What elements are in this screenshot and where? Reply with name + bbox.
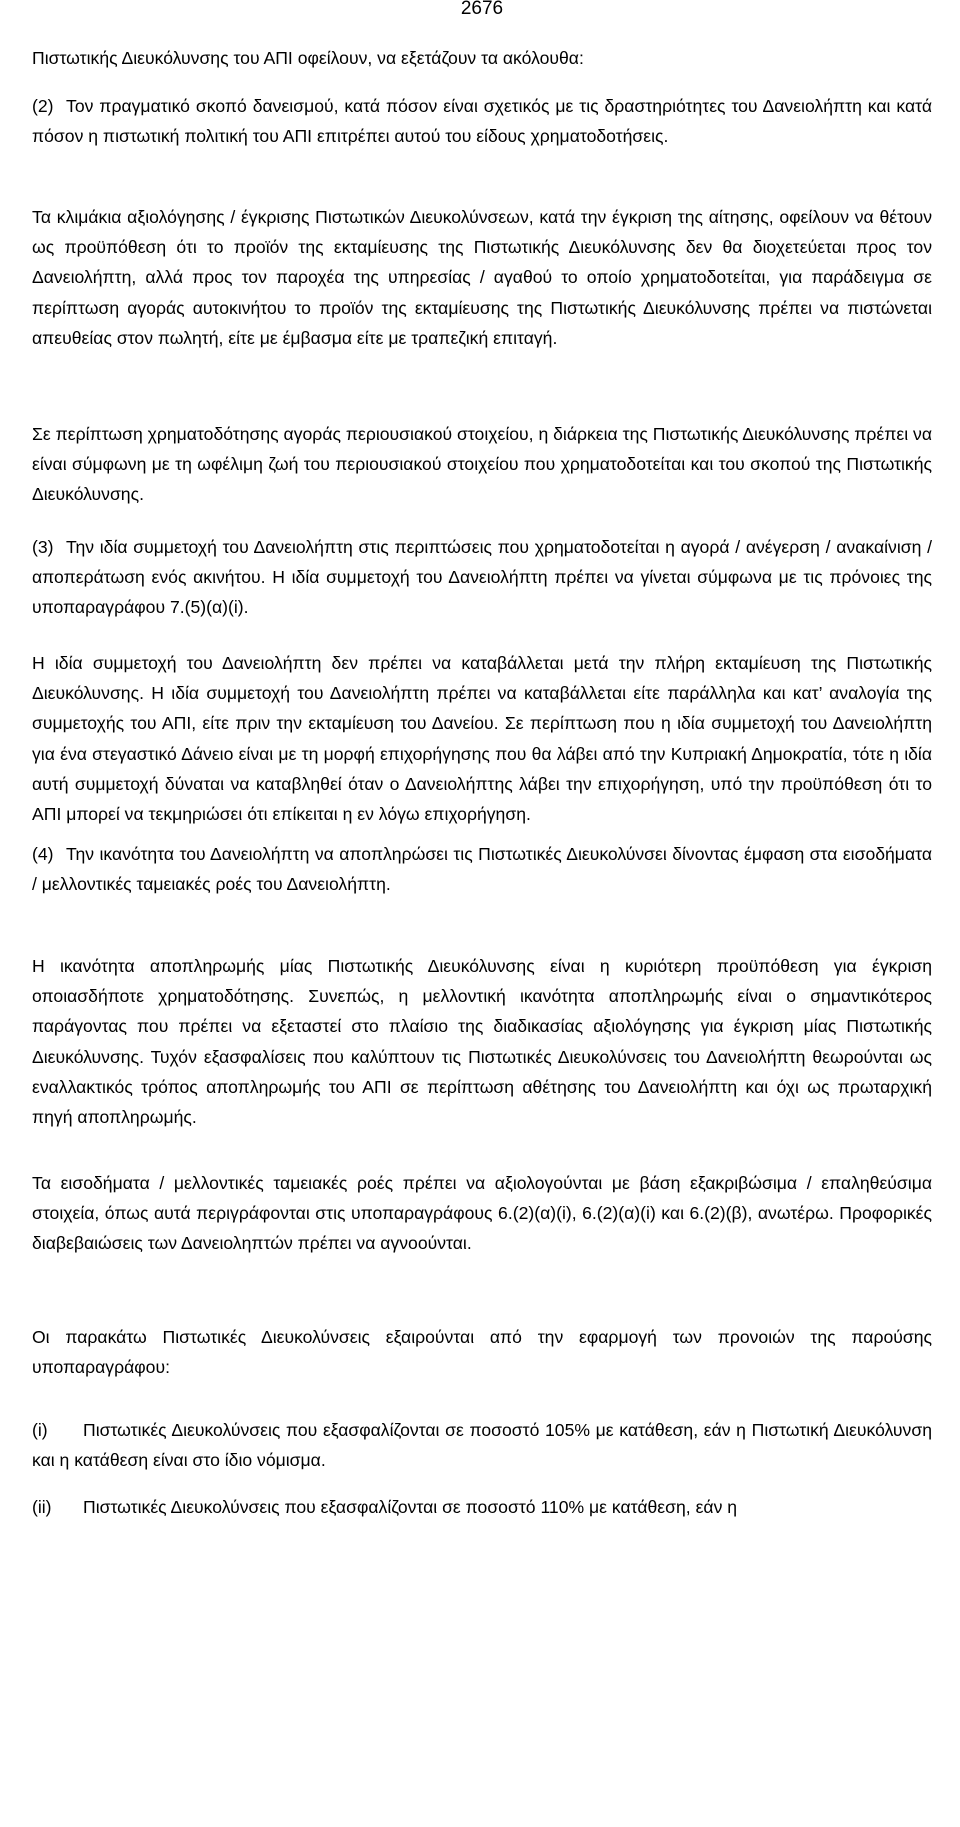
paragraph-text: Τον πραγματικό σκοπό δανεισμού, κατά πόσον είναι σχετικός με τις δραστηριότητες του Δανειολήπτη και κατά πόσον η πιστωτική πολιτική του ΑΠΙ επιτρέπει αυτού του είδους χρηματοδοτήσεις. [32, 96, 932, 147]
paragraph-3-own-contribution [32, 648, 932, 829]
intro-paragraph [32, 43, 932, 73]
page-number: 2676 [460, 0, 504, 19]
paragraph-text: Σε περίπτωση χρηματοδότησης αγοράς περιουσιακού στοιχείου, η διάρκεια της Πιστωτικής Διευκόλυνσης πρέπει να είναι σύμφωνη με τη ωφέλιμη ζωή του περιουσιακού στοιχείου που χρηματοδοτείται και του σκοπού της Πιστωτικής Διευκόλυνσης. [32, 424, 932, 505]
paragraph-4 [32, 839, 932, 899]
paragraph-2 [32, 91, 932, 151]
paragraph-4-repayment-capacity [32, 951, 932, 1132]
item-marker: (ii) [32, 1497, 52, 1517]
exemption-item-i [32, 1415, 932, 1475]
paragraph-text: Οι παρακάτω Πιστωτικές Διευκολύνσεις εξαιρούνται από την εφαρμογή των προνοιών της παρούσης υποπαραγράφου: [32, 1327, 932, 1378]
paragraph-text: Την ιδία συμμετοχή του Δανειολήπτη στις περιπτώσεις που χρηματοδοτείται η αγορά / ανέγερση / ανακαίνιση / αποπεράτωση ενός ακινήτου. Η ιδία συμμετοχή του Δανειολήπτη πρέπει να γίνεται σύμφωνα με τις πρόνοιες της υποπαραγράφου 7.(5)(α)(i). [32, 537, 932, 618]
paragraph-text: Η ιδία συμμετοχή του Δανειολήπτη δεν πρέπει να καταβάλλεται μετά την πλήρη εκταμίευση της Πιστωτικής Διευκόλυνσης. Η ιδία συμμετοχή του Δανειολήπτη πρέπει να καταβάλλεται είτε παράλληλα και κατ’ αναλογία της συμμετοχής του ΑΠΙ, είτε πριν την εκταμίευση του Δανείου. Σε περίπτωση που η ιδία συμμετοχή του Δανειολήπτη για ένα στεγαστικό Δάνειο είναι με τη μορφή επιχορήγησης που θα λάβει από την Κυπριακή Δημοκρατία, τότε η ιδία αυτή συμμετοχή δύναται να καταβληθεί όταν ο Δανειολήπτης λάβει την επιχορήγηση, υπό την προϋπόθεση ότι το ΑΠΙ μπορεί να τεκμηριώσει ότι επίκειται η εν λόγω επιχορήγηση. [32, 653, 932, 825]
paragraph-text: Τα εισοδήματα / μελλοντικές ταμειακές ροές πρέπει να αξιολογούνται με βάση εξακριβώσιμα / επαληθεύσιμα στοιχεία, όπως αυτά περιγράφονται στις υποπαραγράφους 6.(2)(α)(i), 6.(2)(α)(i) και 6.(2)(β), ανωτέρω. Προφορικές διαβεβαιώσεις των Δανειοληπτών πρέπει να αγνοούνται. [32, 1173, 932, 1254]
paragraph-text: Πιστωτικής Διευκόλυνσης του ΑΠΙ οφείλουν, να εξετάζουν τα ακόλουθα: [32, 48, 584, 68]
paragraph-text: Την ικανότητα του Δανειολήπτη να αποπληρώσει τις Πιστωτικές Διευκολύνσει δίνοντας έμφαση στα εισοδήματα / μελλοντικές ταμειακές ροές του Δανειολήπτη. [32, 844, 932, 895]
paragraph-text: Η ικανότητα αποπληρωμής μίας Πιστωτικής Διευκόλυνσης είναι η κυριότερη προϋπόθεση για έγκριση οποιασδήποτε χρηματοδότησης. Συνεπώς, η μελλοντική ικανότητα αποπληρωμής είναι ο σημαντικότερος παράγοντας που πρέπει να εξεταστεί στο πλαίσιο της διαδικασίας αξιολόγησης για έγκριση μίας Πιστωτικής Διευκόλυνσης. Τυχόν εξασφαλίσεις που καλύπτουν τις Πιστωτικές Διευκολύνσεις του Δανειολήπτη θεωρούνται ως εναλλακτικός τρόπος αποπληρωμής του ΑΠΙ σε περίπτωση αθέτησης του Δανειολήπτη και όχι ως πρωταρχική πηγή αποπληρωμής. [32, 956, 932, 1128]
paragraph-text: Τα κλιμάκια αξιολόγησης / έγκρισης Πιστωτικών Διευκολύνσεων, κατά την έγκριση της αίτησης, οφείλουν να θέτουν ως προϋπόθεση ότι το προϊόν της εκταμίευσης της Πιστωτικής Διευκόλυνσης δεν θα διοχετεύεται προς τον Δανειολήπτη, αλλά προς τον παροχέα της υπηρεσίας / αγαθού το οποίο χρηματοδοτείται, για παράδειγμα σε περίπτωση αγοράς αυτοκινήτου το προϊόν της εκταμίευσης της Πιστωτικής Διευκόλυνσης πρέπει να πιστώνεται απευθείας στον πωλητή, είτε με έμβασμα είτε με τραπεζική επιταγή. [32, 207, 932, 348]
paragraph-3 [32, 532, 932, 623]
paragraph-marker: (4) [32, 844, 54, 864]
paragraph-2-duration [32, 419, 932, 510]
paragraph-4-income-verification [32, 1168, 932, 1259]
paragraph-marker: (3) [32, 537, 54, 557]
item-text: Πιστωτικές Διευκολύνσεις που εξασφαλίζονται σε ποσοστό 110% με κατάθεση, εάν η [83, 1497, 738, 1517]
paragraph-marker: (2) [32, 96, 54, 116]
item-text: Πιστωτικές Διευκολύνσεις που εξασφαλίζονται σε ποσοστό 105% με κατάθεση, εάν η Πιστωτική Διευκόλυνση και η κατάθεση είναι στο ίδιο νόμισμα. [32, 1420, 932, 1471]
paragraph-4-exemptions [32, 1322, 932, 1382]
exemption-item-ii [32, 1492, 932, 1522]
paragraph-2-approval-conditions [32, 202, 932, 353]
item-marker: (i) [32, 1420, 48, 1440]
